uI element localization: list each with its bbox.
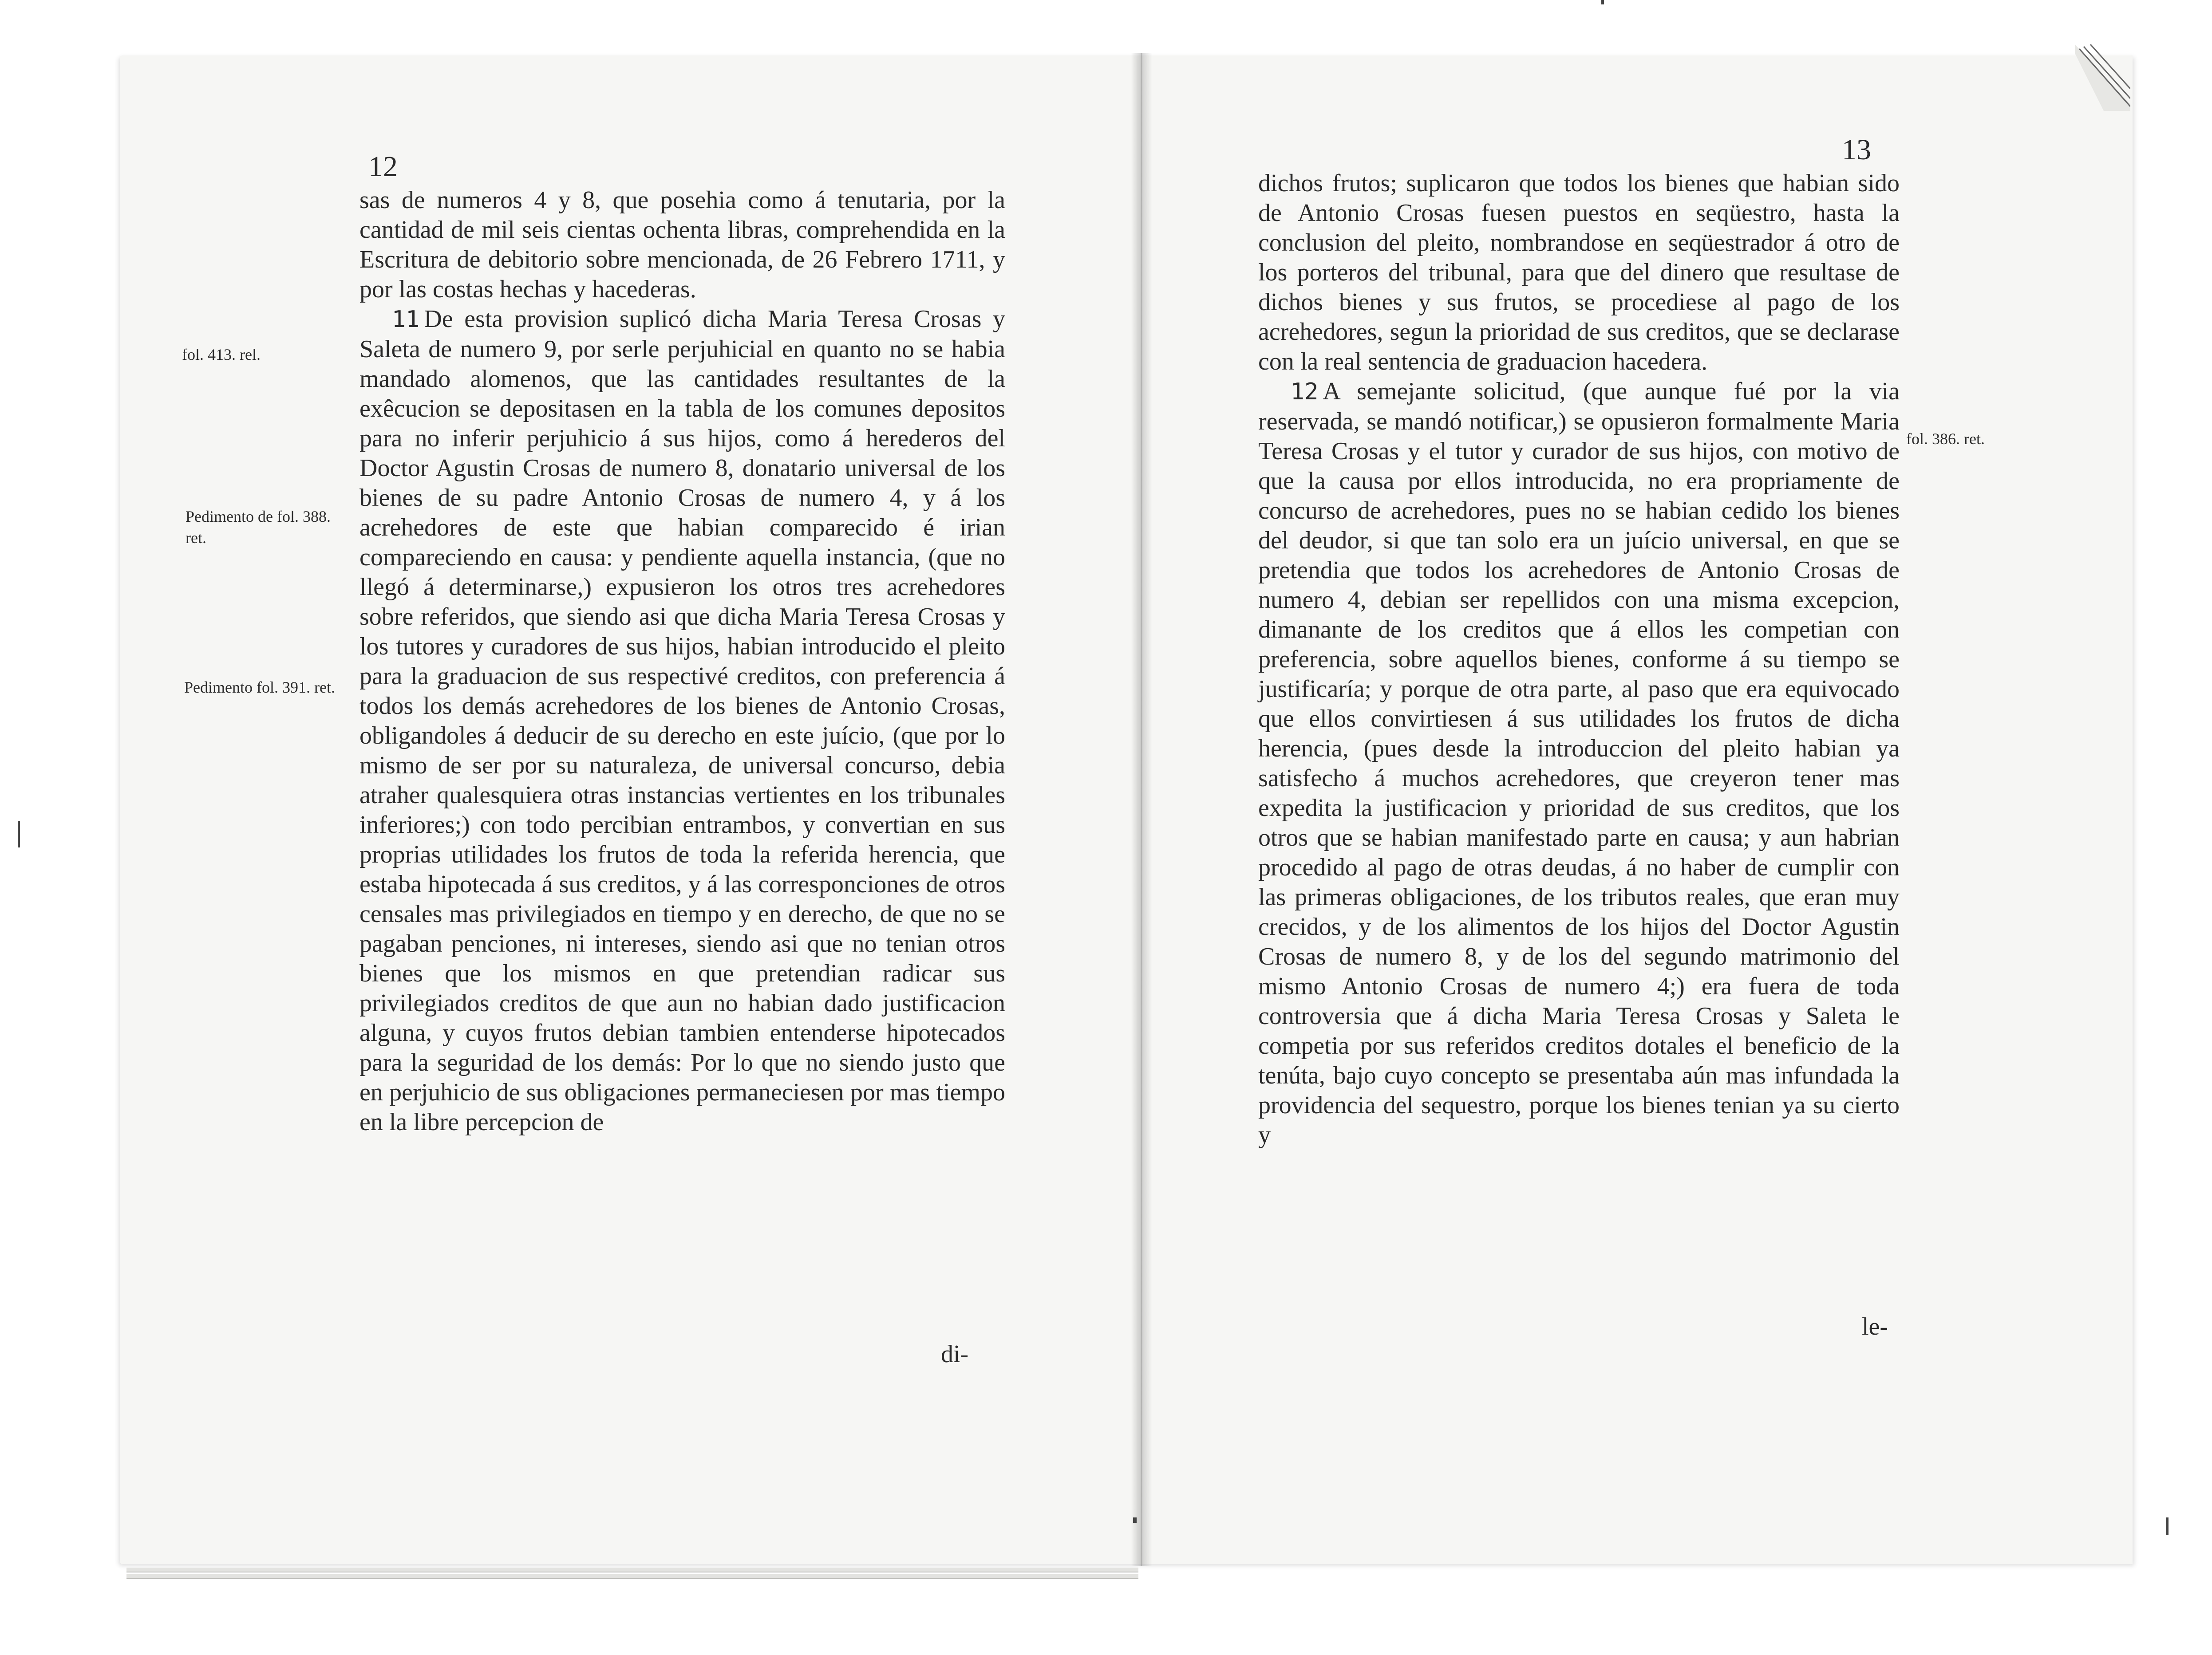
paragraph	[1258, 377, 1900, 1150]
page-edge-stack	[126, 1568, 1138, 1572]
paragraph-text: sas de numeros 4 y 8, que posehia como á tenutaria, por la cantidad de mil seis cientas ochenta libras, comprehendida en la Escritura de debitorio sobre mencionada, de 26 Febrero 1711, y por las costas hechas y hacederas.	[359, 186, 1005, 303]
paragraph-text: dichos frutos; suplicaron que todos los bienes que habian sido de Antonio Crosas fuesen puestos en seqüestro, hasta la conclusion del pleito, nombrandose en seqüestrador á otro de los porteros del tribunal, para que del dinero que resultase de dichos bienes y sus frutos, se procediese al pago de los acrehedores, segun la prioridad de sus creditos, que se declarase con la real sentencia de graduacion hacedera.	[1258, 169, 1900, 375]
margin-note: fol. 413. rel.	[182, 346, 261, 363]
folded-corner	[2064, 44, 2130, 111]
paper-mark	[18, 821, 20, 847]
paragraph	[359, 304, 1005, 1137]
paragraph	[1258, 169, 1900, 377]
catchword: di-	[941, 1340, 969, 1368]
paragraph-text: De esta provision suplicó dicha Maria Teresa Crosas y Saleta de numero 9, por serle perjuhicial en quanto no se habia mandado alomenos, que las cantidades resultantes de la exêcucion se depositasen en la tabla de los comunes depositos para no inferir perjuhicio á sus hijos, como á herederos del Doctor Agustin Crosas de numero 8, donatario universal de los bienes de su padre Antonio Crosas de numero 4, y á los acrehedores de este que habian comparecido é irian compareciendo en causa: y pendiente aquella instancia, (que no llegó á determinarse,) expusieron los otros tres acrehedores sobre referidos, que siendo asi que dicha Maria Teresa Crosas y los tutores y curadores de sus hijos, habian introducido el pleito para la graduacion de sus respectivé creditos, con preferencia á todos los demás acrehedores de los bienes de Antonio Crosas, obligandoles á deducir de su derecho en este juício, (que por lo mismo de ser por su naturaleza, de universal concurso, debia atraher qualesquiera otras instancias vertientes en los tribunales inferiores;) con todo percibian entrambos, y convertian en sus proprias utilidades los frutos de toda la referida herencia, que estaba hipotecada á sus creditos, y á las corresponciones de otros censales mas privilegiados en tiempo y en derecho, de que no se pagaban penciones, ni intereses, siendo asi que no tenian otros bienes que los mismos en que pretendian radicar sus privilegiados creditos de que aun no habian dado justificacion alguna, y cuyos frutos debian tambien entenderse hipotecados para la seguridad de los demás: Por lo que no siendo justo que en perjuhicio de sus obligaciones permaneciesen por mas tiempo en la libre percepcion de	[359, 305, 1005, 1136]
paragraph-number: 11	[391, 306, 420, 333]
book-gutter	[1131, 53, 1152, 1566]
right-text-column	[1258, 169, 1900, 1150]
right-page-number: 13	[1842, 134, 1871, 166]
paper-mark	[1133, 1517, 1137, 1523]
margin-note: fol. 386. ret.	[1906, 430, 1985, 448]
paragraph-text: A semejante solicitud, (que aunque fué por la via reservada, se mandó notificar,) se opusieron formalmente Maria Teresa Crosas y el tutor y curador de sus hijos, con motivo de que la causa por ellos introducida, no era propriamente de concurso de acrehedores, pues no se habian cedido los bienes del deudor, si que tan solo era un juício universal, en que se pretendia que todos los acrehedores de Antonio Crosas de numero 4, debian ser repellidos con una misma excepcion, dimanante de los creditos que á ellos les competian con preferencia, sobre aquellos bienes, conforme á su tiempo se justificaría; y porque de otra parte, al paso que era equivocado que ellos convirtiesen á sus utilidades los frutos de dicha herencia, (pues desde la introduccion del pleito habian ya satisfecho á muchos acrehedores, que creyeron tener mas expedita la justificacion y prioridad de sus creditos, que los otros que se habian manifestado parte en causa; y aun habrian procedido al pago de otras deudas, á no haber de cumplir con las primeras obligaciones, de los tributos reales, que eran muy crecidos, y de los alimentos de los hijos del Doctor Agustin Crosas de numero 8, y de los del segundo matrimonio del mismo Antonio Crosas de numero 4;) era fuera de toda controversia que á dicha Maria Teresa Crosas y Saleta le competia por sus referidos creditos dotales el beneficio de la tenúta, bajo cuyo concepto se presentaba aún mas infundada la providencia del sequestro, porque los bienes tenian ya su cierto y	[1258, 378, 1900, 1149]
left-page-number: 12	[368, 150, 398, 183]
margin-note: Pedimento fol. 391. ret.	[184, 678, 335, 696]
catchword: le-	[1862, 1313, 1888, 1340]
paragraph-number: 12	[1290, 378, 1319, 405]
paper-mark	[1601, 0, 1604, 4]
paragraph	[359, 185, 1005, 304]
left-text-column	[359, 185, 1005, 1137]
page-edge-stack	[126, 1574, 1138, 1579]
margin-note: Pedimento de fol. 388. ret.	[186, 508, 331, 547]
paper-mark	[2166, 1517, 2169, 1535]
